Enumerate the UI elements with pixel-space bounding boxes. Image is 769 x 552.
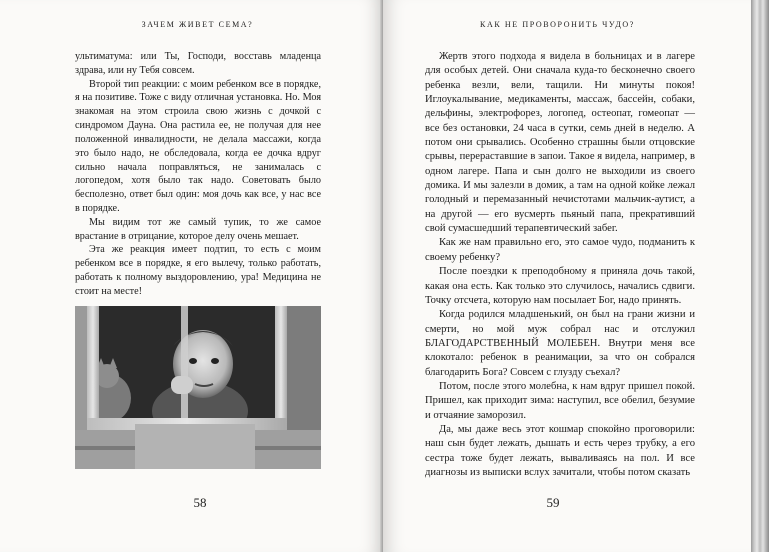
- paragraph: Когда родился младшенький, он был на грани жизни и смерти, но мой муж собрал нас и отслужил БЛАГОДАРСТВЕННЫЙ МОЛЕБЕН. Внутри меня все клокотало: ребенок в реанимации, за что он собрался благодарить Бога? Совсем с глузду съехал?: [425, 309, 695, 378]
- page-stack-edge: [751, 0, 769, 552]
- left-body-text: [75, 50, 321, 299]
- right-running-header: КАК НЕ ПРОВОРОНИТЬ ЧУДО?: [480, 20, 635, 29]
- right-page: [383, 0, 751, 552]
- paragraph: Потом, после этого молебна, к нам вдруг пришел покой. Пришел, как приходит зима: наступил, все обелил, безумие и отчаяние заморозил.: [425, 380, 695, 421]
- paragraph: Да, мы даже весь этот кошмар спокойно проговорили: наш сын будет лежать, дышать и есть через трубку, а его сестра тоже будет лежать, вываливаясь на пол. И все диагнозы из выписки вслух зачитали, чтобы потом сказать: [425, 423, 695, 478]
- left-page: [0, 0, 383, 552]
- paragraph: Жертв этого подхода я видела в больницах и в лагере для особых детей. Они сначала куда-то бесконечно своего ребенка везли, вели, тащили. Ни минуты покоя! Иглоукалывание, медикаменты, массаж, бассейн, собаки, дельфины, электрофорез, логопед, остеопат, гомеопат — все без остановки, 24 часа в сутки, семь дней в неделю. А потом они срывались. Особенно страшны были отцовские срывы, перераставшие в запои. Такое я видела, например, в одном лагере. Папа и сын долго не выходили из своего домика. И мы залезли в домик, а там на одной койке лежал голодный и перемазанный нечистотами мальчик-аутист, а на другой — его вусмерть пьяный папа, прекративший свой сумасшедший терапевтический забег.: [425, 51, 695, 235]
- left-running-header: ЗАЧЕМ ЖИВЕТ СЕМА?: [141, 20, 254, 29]
- left-page-number: 58: [193, 495, 207, 510]
- paragraph: После поездки к преподобному я приняла дочь такой, какая она есть. Как только это случилось, начались сдвиги. Точку отсчета, которую нам посылает Бог, надо принять.: [425, 266, 695, 306]
- window-photo-graphic: [75, 306, 321, 469]
- right-page-number: 59: [546, 495, 560, 510]
- paragraph: Мы видим тот же самый тупик, то же самое врастание в отрицание, которое делу очень мешает.: [75, 216, 321, 242]
- paragraph: Второй тип реакции: с моим ребенком все в порядке, я на позитиве. Тоже с виду отличная установка. Но. Моя знакомая на этом строила свою жизнь с дочкой с синдромом Дауна. Она растила ее, не получая для нее положенной инвалидности, не делала массажи, когда это было надо, не обследовала, когда ее дочка вдруг сильно начала поправляться, не занималась с логопедом, хотя было так надо. Советовать было бесполезно, ответ был один: моя дочь как все, у нас все в порядке.: [75, 78, 321, 214]
- paragraph: Эта же реакция имеет подтип, то есть с моим ребенком все в порядке, я его вылечу, только работать, работать к полному выздоровлению, ура! Медицина не стоит на месте!: [75, 244, 321, 297]
- paragraph: ультиматума: или Ты, Господи, восставь младенца здрава, или ну Тебя совсем.: [75, 51, 321, 76]
- paragraph: Как же нам правильно его, это самое чудо, подманить к своему ребенку?: [425, 237, 695, 263]
- photo-child-at-window: [75, 306, 321, 469]
- right-body-text: [425, 50, 695, 480]
